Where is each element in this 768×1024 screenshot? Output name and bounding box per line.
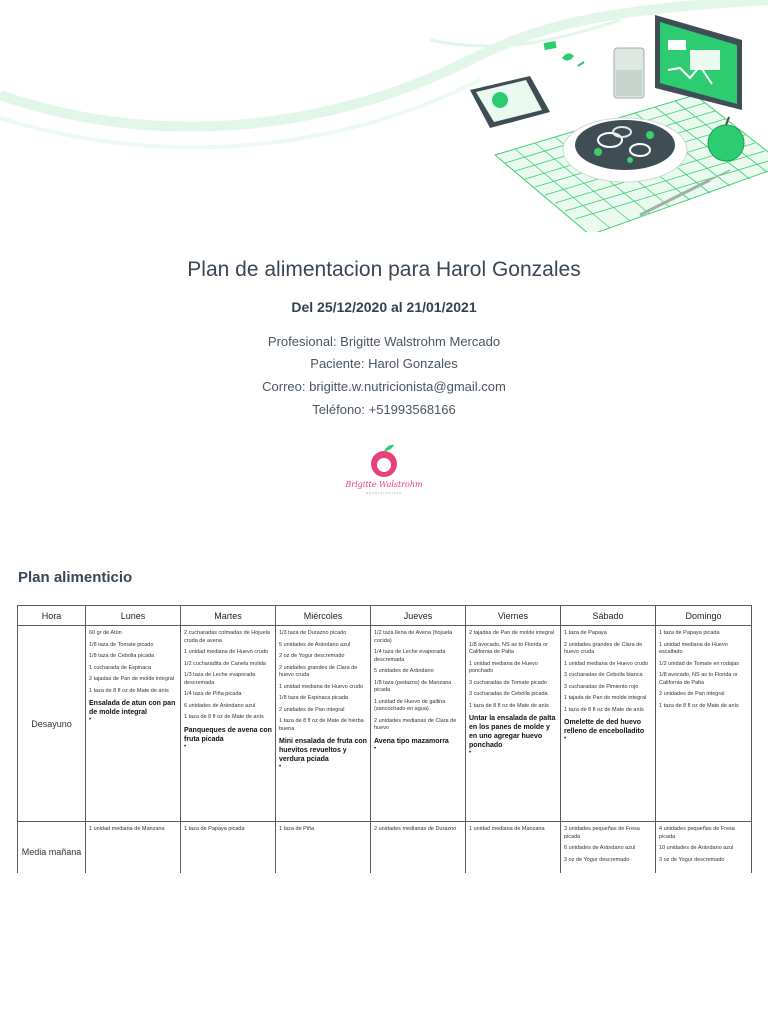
meal-cell <box>276 626 371 822</box>
ingredient-item: 2 unidades medianas de Clara de huevo <box>374 717 457 731</box>
dish-name: Omelette de ded huevo relleno de encebolladito <box>564 719 645 735</box>
dish-name: Mini ensalada de fruta con huevitos revueltos y verdura pciada <box>279 738 367 763</box>
meal-cell <box>561 626 656 822</box>
page-blank-area <box>0 873 768 1024</box>
dish-name: Avena tipo mazamorra <box>374 737 449 745</box>
section-title: Plan alimenticio <box>18 569 133 586</box>
ingredient-item: 10 unidades de Arándano azul <box>659 845 734 851</box>
ingredient-item: 1/8 taza de Tomate picado <box>89 641 154 648</box>
column-header: Lunes <box>86 606 181 626</box>
hero-illustration <box>0 0 768 232</box>
ingredient-item: 5 unidades de Arándano <box>374 668 434 674</box>
bullet-marker: • <box>89 717 92 723</box>
column-header: Sábado <box>561 606 656 626</box>
ingredient-item: 1/8 taza de Cebolla picada <box>89 653 155 659</box>
healthy-meal-illustration <box>0 0 768 232</box>
professional-name: Profesional: Brigitte Walstrohm Mercado <box>267 334 501 349</box>
meal-time-label: Desayuno <box>18 626 86 822</box>
ingredient-item: 1 taza de 8 fl oz de Mate de anís <box>469 702 549 709</box>
ingredient-item: 1 taza de Papaya <box>564 630 607 636</box>
ingredient-item: 1 cucharada de Espinaca <box>89 664 152 671</box>
ingredient-item: 2 unidades medianas de Durazno <box>374 826 457 832</box>
ingredient-item: 1/8 taza (pedazos) de Manzana picada <box>374 679 452 693</box>
ingredient-item: 2 unidades grandes de Clara de huevo cruda <box>279 664 358 678</box>
nutritionist-logo <box>341 440 427 502</box>
ingredient-item: 1/3 taza de Leche evaporada descremada <box>184 672 256 686</box>
bullet-marker: • <box>564 736 567 742</box>
ingredient-item: 1 taza de Papaya picada <box>184 826 245 832</box>
meal-cell <box>656 626 752 822</box>
page-title: Plan de alimentacion para Harol Gonzales <box>187 258 581 281</box>
ingredient-item: 3 cucharadas de Cebolla picada <box>469 691 548 697</box>
bullet-marker: • <box>469 750 472 756</box>
ingredient-item: 3 unidades pequeñas de Fresa picada <box>564 826 640 840</box>
ingredient-item: 1/4 taza de Piña picada <box>184 691 242 697</box>
column-header: Martes <box>181 606 276 626</box>
dish-name: Panqueques de avena con fruta picada <box>184 726 272 743</box>
ingredient-item: 3 cucharadas de Cebolla blanca <box>564 672 643 678</box>
column-header: Hora <box>18 606 86 626</box>
ingredient-item: 1 unidad mediana de Huevo crudo <box>564 660 649 667</box>
ingredient-item: 1 taza de Piña <box>279 826 315 832</box>
ingredient-item: 4 unidades pequeñas de Fresa picada <box>659 826 735 840</box>
dish-name: Untar la ensalada de palta en los panes de molde y en uno agregar huevo ponchado <box>469 715 556 749</box>
ingredient-item: 1/2 cucharadita de Canela molida <box>184 660 266 667</box>
ingredient-item: 2 oz de Yogur descremado <box>279 653 345 659</box>
ingredient-item: 1 unidad de Huevo de gallina (sancochado en agua) <box>374 698 446 712</box>
ingredient-item: 1 tajada de Pan de molde integral <box>564 695 647 701</box>
meal-cell <box>466 626 561 822</box>
column-header: Jueves <box>371 606 466 626</box>
ingredient-item: 1/2 taza llena de Avena (hojuela cocida) <box>374 630 453 644</box>
ingredient-item: 60 gr de Atún <box>89 630 122 636</box>
ingredient-item: 1 unidad mediana de Manzana <box>469 826 545 832</box>
column-header: Domingo <box>656 606 752 626</box>
meal-plan-table <box>17 605 752 882</box>
ingredient-item: 1 taza de 8 fl oz de Mate de hierba buena <box>279 718 364 732</box>
apple-logo-icon <box>341 440 427 480</box>
ingredient-item: 3 cucharadas de Pimiento rojo <box>564 683 639 690</box>
ingredient-item: 1 taza de 8 fl oz de Mate de anís <box>89 687 169 694</box>
ingredient-item: 1/4 taza de Leche evaporada descremada <box>374 649 446 663</box>
meal-cell <box>181 626 276 822</box>
patient-name: Paciente: Harol Gonzales <box>310 356 458 371</box>
contact-email: Correo: brigitte.w.nutricionista@gmail.com <box>262 379 506 394</box>
logo-subtitle: NUTRICIONISTA <box>365 491 403 495</box>
ingredient-item: 1 unidad mediana de Huevo escalfado <box>659 641 728 655</box>
column-header: Viernes <box>466 606 561 626</box>
ingredient-item: 6 unidades de Arándano azul <box>184 702 256 709</box>
ingredient-item: 1/3 taza de Durazno picado <box>279 630 347 636</box>
ingredient-item: 2 tajadas de Pan de molde integral <box>89 676 175 682</box>
meal-cell <box>86 626 181 822</box>
ingredient-item: 1/8 taza de Espinaca picada <box>279 695 349 701</box>
ingredient-item: 1 taza de 8 fl oz de Mate de anís <box>184 714 264 720</box>
ingredient-item: 1/8 avocado, NS as to Florida or California de Palta <box>469 641 548 655</box>
ingredient-item: 1 unidad mediana de Huevo crudo <box>279 683 364 690</box>
ingredient-item: 1/8 avocado, NS as to Florida or California de Palta <box>659 672 738 686</box>
bullet-marker: • <box>279 764 282 770</box>
contact-phone: Teléfono: +51993568166 <box>312 402 456 417</box>
bullet-marker: • <box>184 743 187 750</box>
ingredient-item: 2 unidades de Pan integral <box>659 691 725 697</box>
ingredient-item: 2 unidades de Pan integral <box>279 706 345 713</box>
logo-wordmark: Brigitte Walstrohm <box>345 480 423 489</box>
ingredient-item: 1 unidad mediana de Manzana <box>89 826 165 832</box>
plan-dates: Del 25/12/2020 al 21/01/2021 <box>291 299 477 315</box>
meal-cell <box>371 626 466 822</box>
ingredient-item: 3 oz de Yogur descremado <box>659 856 725 863</box>
bullet-marker: • <box>374 745 377 752</box>
meal-time-label: Media mañana <box>18 822 86 882</box>
ingredient-item: 1 unidad mediana de Huevo ponchado <box>469 660 538 674</box>
ingredient-item: 2 cucharadas colmadas de Hojuela cruda de avena <box>184 630 270 644</box>
dish-name: Ensalada de atun con pan de molde integral <box>89 700 176 716</box>
ingredient-item: 1 taza de 8 fl oz de Mate de anís <box>564 706 644 713</box>
column-header: Miércoles <box>276 606 371 626</box>
ingredient-item: 1 unidad mediana de Huevo crudo <box>184 649 269 655</box>
ingredient-item: 1/2 unidad de Tomate en rodajas <box>659 660 740 667</box>
ingredient-item: 3 oz de Yogur descremado <box>564 856 630 863</box>
ingredient-item: 1 taza de Papaya picada <box>659 630 720 636</box>
ingredient-item: 1 taza de 8 fl oz de Mate de anís <box>659 702 739 709</box>
ingredient-item: 3 cucharadas de Tomate picado <box>469 679 547 686</box>
table-row <box>18 626 752 822</box>
ingredient-item: 2 tajadas de Pan de molde integral <box>469 630 555 636</box>
ingredient-item: 6 unidades de Arándano azul <box>564 845 636 851</box>
ingredient-item: 5 unidades de Arándano azul <box>279 641 351 648</box>
ingredient-item: 2 unidades grandes de Clara de huevo cruda <box>564 641 643 655</box>
table-header-row <box>18 606 752 626</box>
